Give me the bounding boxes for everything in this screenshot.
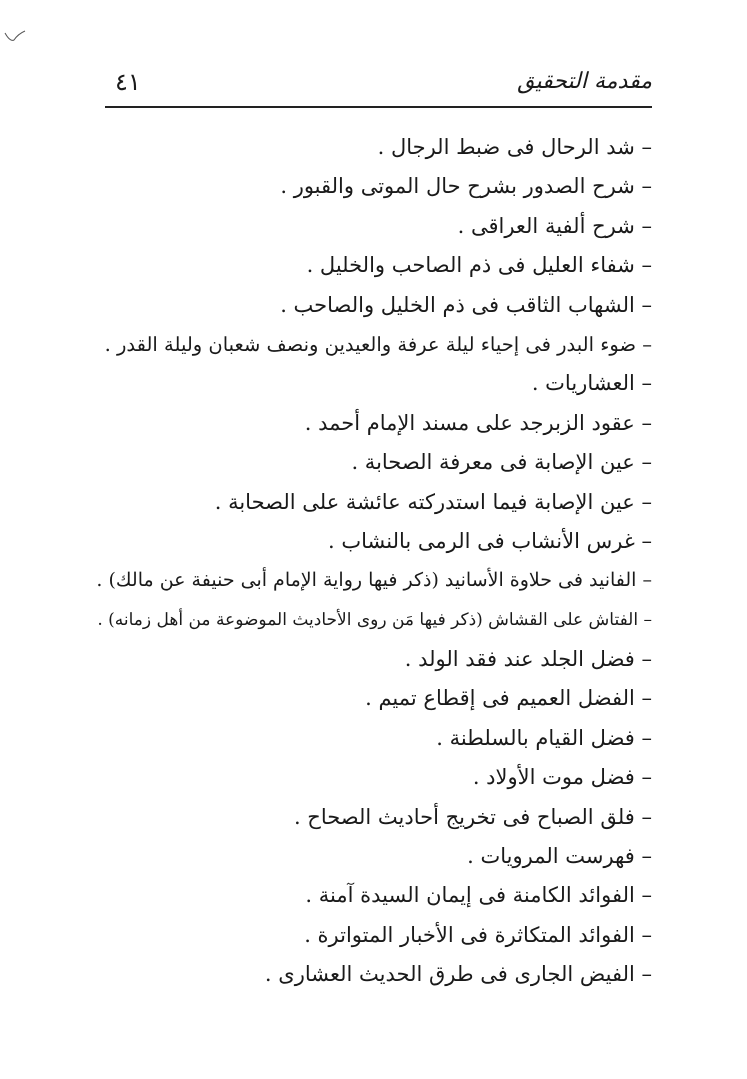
list-item: – الفتاش على القشاش (ذكر فيها مَن روى الأحاديث الموضوعة من أهل زمانه) . bbox=[97, 609, 652, 630]
running-title: مقدمة التحقيق bbox=[517, 69, 652, 94]
list-item: – العشاريات . bbox=[531, 371, 652, 396]
list-item: – الفوائد الكامنة فى إيمان السيدة آمنة . bbox=[305, 883, 652, 908]
book-title-list bbox=[92, 128, 652, 995]
list-item: – عين الإصابة فى معرفة الصحابة . bbox=[351, 450, 652, 475]
list-item: – شفاء العليل فى ذم الصاحب والخليل . bbox=[306, 253, 652, 278]
list-item: – فلق الصباح فى تخريج أحاديث الصحاح . bbox=[293, 804, 652, 829]
list-item: – الفيض الجارى فى طرق الحديث العشارى . bbox=[264, 962, 652, 987]
list-item: – شرح ألفية العراقى . bbox=[457, 213, 652, 238]
list-item: – شد الرحال فى ضبط الرجال . bbox=[377, 135, 652, 159]
list-item: – عين الإصابة فيما استدركته عائشة على الصحابة . bbox=[214, 489, 652, 514]
list-item: – فضل الجلد عند فقد الولد . bbox=[404, 647, 652, 672]
list-item: – فضل القيام بالسلطنة . bbox=[436, 725, 652, 750]
list-item: – ضوء البدر فى إحياء ليلة عرفة والعيدين ونصف شعبان وليلة القدر . bbox=[104, 332, 652, 356]
corner-pen-mark bbox=[4, 30, 26, 44]
list-item: – فهرست المرويات . bbox=[467, 844, 652, 869]
list-item: – غرس الأنشاب فى الرمى بالنشاب . bbox=[328, 528, 652, 553]
page-header bbox=[105, 66, 652, 108]
list-item: – شرح الصدور بشرح حال الموتى والقبور . bbox=[280, 174, 652, 199]
page-number: ٤١ bbox=[115, 68, 141, 96]
list-item: – عقود الزبرجد على مسند الإمام أحمد . bbox=[304, 410, 652, 435]
list-item: – الفضل العميم فى إقطاع تميم . bbox=[365, 686, 652, 711]
list-item: – الشهاب الثاقب فى ذم الخليل والصاحب . bbox=[280, 292, 652, 317]
list-item: – الفانيد فى حلاوة الأسانيد (ذكر فيها رواية الإمام أبى حنيفة عن مالك) . bbox=[96, 569, 652, 592]
list-item: – الفوائد المتكاثرة فى الأخبار المتواترة . bbox=[304, 922, 652, 947]
list-item: – فضل موت الأولاد . bbox=[472, 765, 652, 790]
